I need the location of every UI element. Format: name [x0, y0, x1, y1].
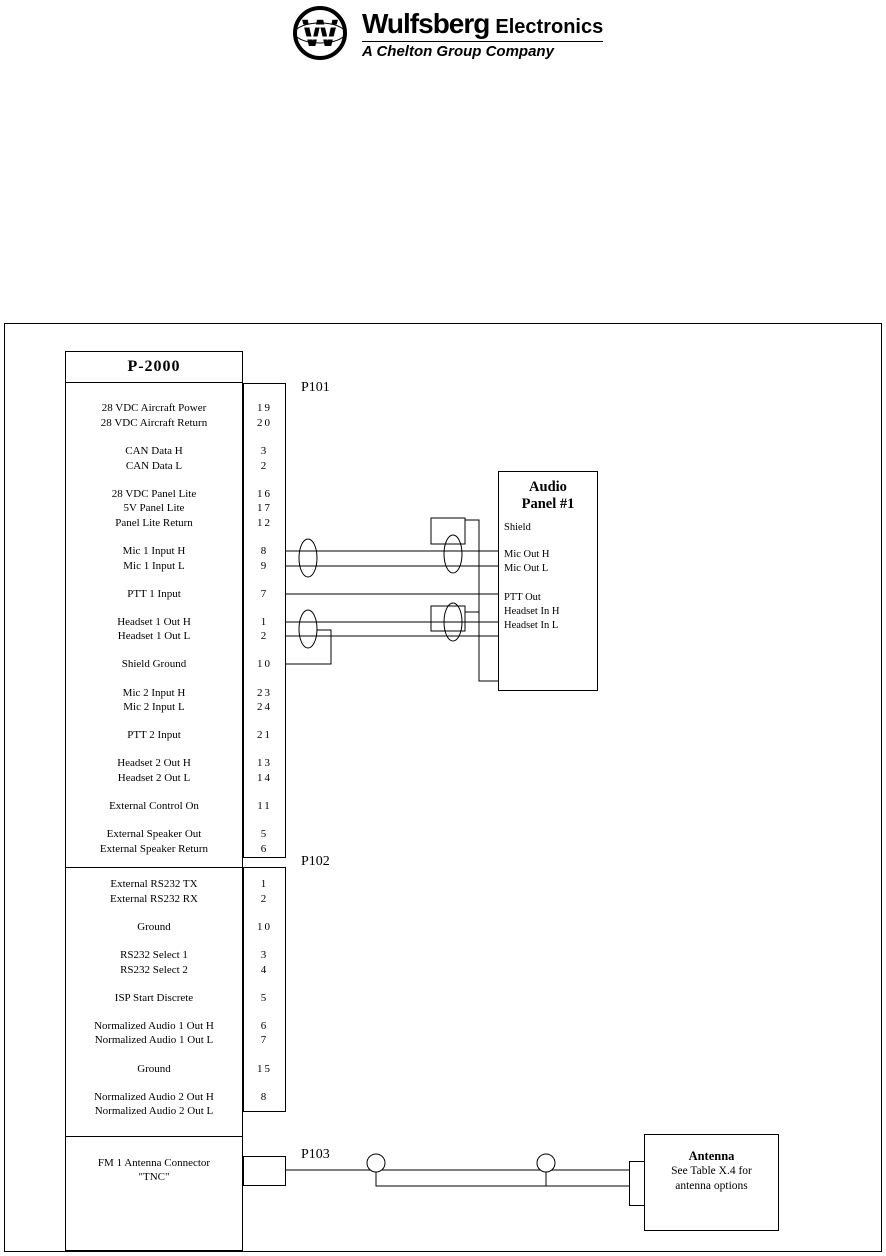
audio-panel-headset-in-l-label: Headset In L [504, 620, 559, 631]
pin-number: 4 [260, 963, 269, 976]
pin-row [65, 685, 286, 700]
pin-row [65, 1104, 286, 1119]
signal-name: Headset 2 Out H [117, 757, 191, 770]
mic-shield-right-icon [444, 535, 462, 573]
pin-row [65, 501, 286, 516]
coax-shield-left-icon [367, 1154, 385, 1172]
signal-name: Normalized Audio 2 Out L [94, 1105, 214, 1118]
pin-number: 1 [260, 878, 269, 891]
signal-name: Normalized Audio 1 Out L [94, 1034, 214, 1047]
pin-number: 19 [257, 402, 272, 415]
signal-name: External Speaker Return [99, 842, 209, 855]
pin-row [65, 458, 286, 473]
signal-name: 28 VDC Panel Lite [111, 487, 197, 500]
p103-connector-label: P103 [301, 1147, 330, 1162]
signal-name: 5V Panel Lite [123, 502, 185, 515]
signal-name: ISP Start Discrete [114, 991, 194, 1004]
antenna-note-line1: See Table X.4 for [671, 1165, 752, 1177]
pin-number: 7 [260, 1034, 269, 1047]
pin-row [65, 486, 286, 501]
pin-row [65, 586, 286, 601]
antenna-note-line2: antenna options [675, 1180, 748, 1192]
diagram-frame [4, 323, 882, 1252]
signal-name: Mic 1 Input L [123, 559, 185, 572]
pin-number: 12 [257, 516, 272, 529]
headset-shield-left-icon [299, 610, 317, 648]
signal-name: RS232 Select 2 [120, 963, 188, 976]
pin-number: 11 [257, 799, 272, 812]
pin-group [65, 401, 286, 430]
pin-number: 8 [260, 1090, 269, 1103]
pin-number: 20 [257, 416, 272, 429]
brand-tagline: A Chelton Group Company [362, 41, 603, 60]
pin-number: 10 [257, 658, 272, 671]
pin-group [65, 1061, 286, 1076]
pin-row [65, 516, 286, 531]
signal-name: PTT 2 Input [127, 729, 181, 742]
pin-group [65, 799, 286, 814]
pin-group [65, 1089, 286, 1118]
pin-number: 2 [260, 630, 269, 643]
device-title: P-2000 [66, 352, 242, 383]
signal-name: Mic 2 Input H [122, 686, 186, 699]
pin-row [65, 544, 286, 559]
p103-tnc-connector-box [243, 1156, 286, 1186]
audio-panel-shield-label: Shield [504, 522, 531, 533]
signal-name: 28 VDC Aircraft Power [101, 402, 207, 415]
signal-name: RS232 Select 1 [120, 949, 188, 962]
pin-row [65, 728, 286, 743]
signal-name: Normalized Audio 2 Out H [94, 1090, 214, 1103]
pin-number: 16 [257, 487, 272, 500]
pin-group [65, 657, 286, 672]
pin-number: 6 [260, 1019, 269, 1032]
signal-name: CAN Data H [125, 444, 183, 457]
signal-name: Ground [137, 1062, 171, 1075]
headset-shield-junction [431, 606, 465, 631]
audio-panel-title-line2: Panel #1 [521, 496, 575, 512]
pin-group [65, 586, 286, 601]
pin-number: 10 [257, 920, 272, 933]
pin-group [65, 444, 286, 473]
pin-row [65, 657, 286, 672]
audio-panel-mic-out-h-label: Mic Out H [504, 549, 550, 560]
audio-panel-title [499, 472, 597, 513]
pin-row [65, 1033, 286, 1048]
fm-antenna-connector-label: FM 1 Antenna Connector [97, 1157, 211, 1169]
signal-name: Mic 2 Input L [123, 701, 185, 714]
signal-name: Ground [137, 920, 171, 933]
pin-group [65, 920, 286, 935]
signal-name: External Control On [109, 799, 199, 812]
svg-text:W: W [302, 13, 338, 55]
pin-number: 17 [257, 502, 272, 515]
brand-name: Wulfsberg [362, 8, 490, 39]
pin-group [65, 685, 286, 714]
pin-row [65, 892, 286, 907]
pin-row [65, 444, 286, 459]
pin-number: 8 [260, 544, 269, 557]
pin-row [65, 558, 286, 573]
signal-name: PTT 1 Input [127, 587, 181, 600]
pin-group [65, 877, 286, 906]
signal-name: Normalized Audio 1 Out H [94, 1019, 214, 1032]
audio-panel-ptt-out-label: PTT Out [504, 592, 541, 603]
antenna-title: Antenna [688, 1149, 735, 1163]
pin-number: 9 [260, 559, 269, 572]
pin-number: 5 [260, 828, 269, 841]
pin-row [65, 629, 286, 644]
audio-panel-title-line1: Audio [529, 479, 567, 495]
pin-number: 24 [257, 701, 272, 714]
p103-signal-label [65, 1156, 243, 1184]
pin-number: 3 [260, 444, 269, 457]
pin-row [65, 401, 286, 416]
pin-group [65, 614, 286, 643]
pin-number: 2 [260, 892, 269, 905]
pin-number: 21 [257, 729, 272, 742]
pin-row [65, 1089, 286, 1104]
pin-row [65, 700, 286, 715]
pin-row [65, 416, 286, 431]
pin-row [65, 614, 286, 629]
pin-group [65, 1019, 286, 1048]
pin-row [65, 827, 286, 842]
audio-panel-headset-in-h-label: Headset In H [504, 606, 560, 617]
pin-row [65, 799, 286, 814]
signal-name: Headset 2 Out L [117, 771, 191, 784]
pin-group [65, 544, 286, 573]
signal-name: Mic 1 Input H [122, 544, 186, 557]
signal-name: Shield Ground [121, 658, 187, 671]
pin-number: 14 [257, 771, 272, 784]
pin-number: 5 [260, 991, 269, 1004]
pin-number: 2 [260, 459, 269, 472]
pin-row [65, 877, 286, 892]
pin-row [65, 1019, 286, 1034]
mic-shield-left-icon [299, 539, 317, 577]
coax-drain-left [376, 1172, 629, 1186]
pin-group [65, 990, 286, 1005]
p101-connector-label: P101 [301, 380, 330, 395]
signal-name: CAN Data L [125, 459, 183, 472]
audio-panel-mic-out-l-label: Mic Out L [504, 563, 549, 574]
mic-shield-junction [431, 518, 465, 544]
p102-connector-label: P102 [301, 854, 330, 869]
pin-number: 7 [260, 587, 269, 600]
signal-name: 28 VDC Aircraft Return [100, 416, 208, 429]
pin-row [65, 756, 286, 771]
brand-lockup [362, 4, 603, 60]
pin-number: 13 [257, 757, 272, 770]
pin-number: 3 [260, 949, 269, 962]
pin-number: 1 [260, 615, 269, 628]
pin-group [65, 948, 286, 977]
pin-row [65, 920, 286, 935]
pin-row [65, 841, 286, 856]
signal-name: External Speaker Out [106, 828, 202, 841]
audio-panel-box [498, 471, 598, 691]
pin-number: 15 [257, 1062, 272, 1075]
p102-signal-rows [65, 867, 286, 1119]
tnc-label: "TNC" [138, 1171, 170, 1183]
pin-row [65, 962, 286, 977]
shield-ground-wire [286, 630, 331, 664]
section-divider-p103 [65, 1136, 243, 1137]
pin-row [65, 948, 286, 963]
signal-name: Headset 1 Out H [117, 615, 191, 628]
coax-shield-right-icon [537, 1154, 555, 1172]
brand-suffix: Electronics [495, 16, 604, 38]
pin-number: 6 [260, 842, 269, 855]
signal-name: Panel Lite Return [115, 516, 193, 529]
logo [288, 4, 603, 62]
signal-name: External RS232 RX [110, 892, 198, 905]
pin-row [65, 1061, 286, 1076]
pin-group [65, 728, 286, 743]
signal-name: External RS232 TX [110, 878, 198, 891]
pin-group [65, 827, 286, 856]
pin-number: 23 [257, 686, 272, 699]
pin-row [65, 990, 286, 1005]
pin-group [65, 756, 286, 785]
wulfsberg-globe-icon [288, 4, 352, 62]
headset-shield-right-icon [444, 603, 462, 641]
antenna-box [644, 1134, 779, 1231]
panel-shield-bus [465, 520, 498, 681]
pin-group [65, 486, 286, 530]
antenna-connector-tab [629, 1161, 645, 1206]
pin-row [65, 771, 286, 786]
p101-signal-rows [65, 383, 286, 856]
signal-name: Headset 1 Out L [117, 630, 191, 643]
